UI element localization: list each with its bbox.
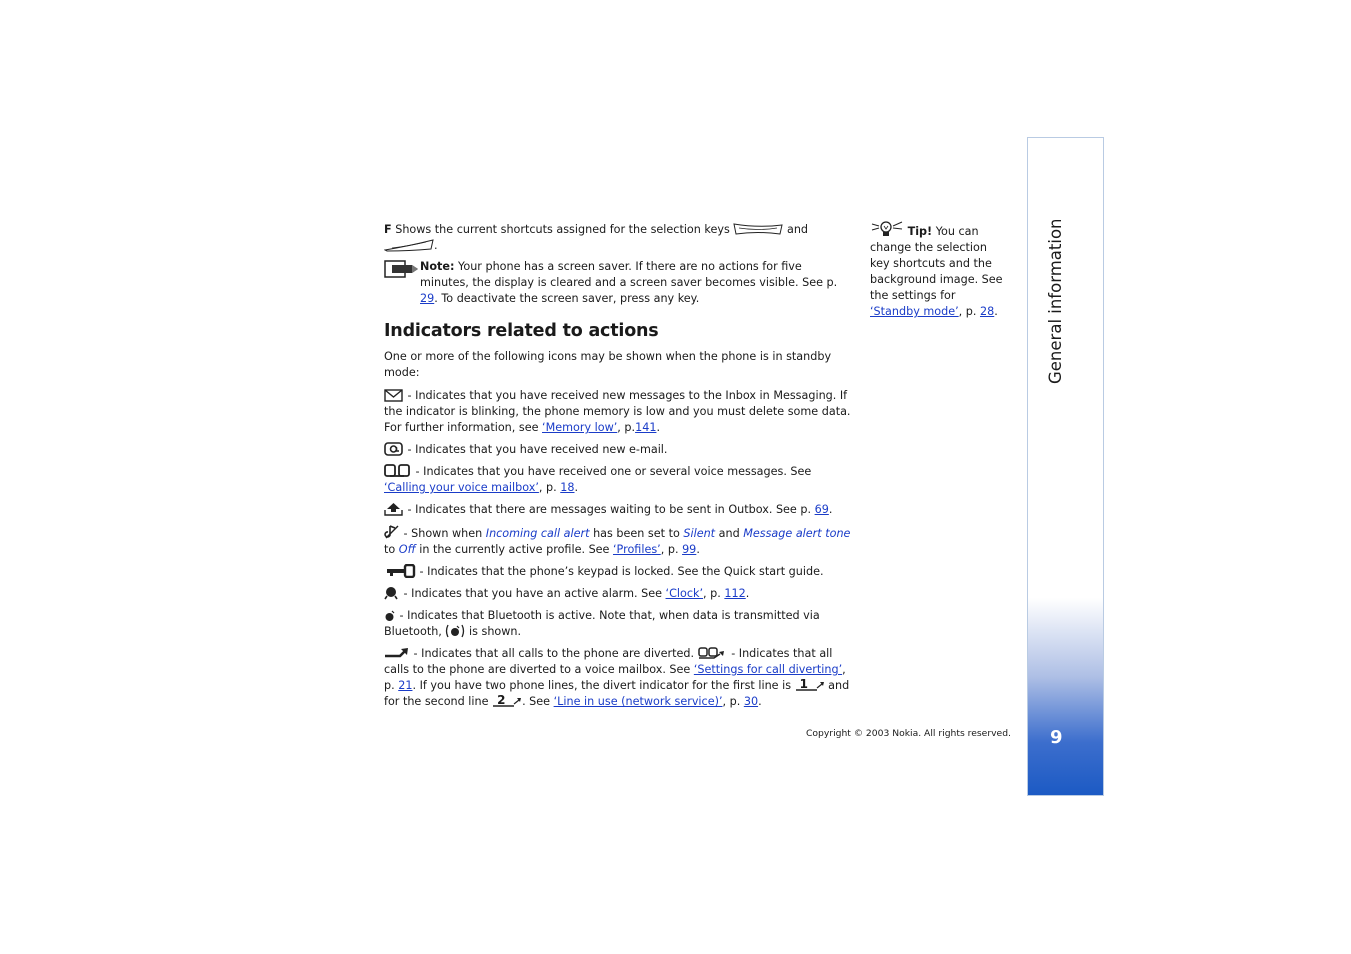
tip-label: Tip!	[907, 225, 933, 238]
right-selection-key-icon	[384, 238, 434, 252]
bluetooth-icon	[384, 610, 396, 622]
main-column	[384, 222, 852, 716]
line-1-divert-icon: 1	[795, 678, 825, 692]
note-block: Note: Your phone has a screen saver. If there are no actions for five minutes, the display is cleared and a screen saver becomes visible. See p. 29. To deactivate the screen saver, press any key.	[384, 259, 852, 307]
section-tab-title: General information	[1046, 218, 1065, 384]
indicator-email: - Indicates that you have received new e-mail.	[384, 442, 852, 458]
indicator-voice: - Indicates that you have received one or several voice messages. See ‘Calling your voice mailbox’, p. 18.	[384, 465, 812, 494]
copyright-footer: Copyright © 2003 Nokia. All rights reserved.	[806, 728, 1011, 739]
incoming-call-alert-label: Incoming call alert	[485, 527, 590, 540]
outbox-page-link[interactable]: 69	[814, 503, 829, 516]
bluetooth-transfer-icon	[445, 624, 465, 638]
note-label: Note:	[420, 260, 455, 273]
clock-page-link[interactable]: 112	[724, 587, 746, 600]
divert-arrow-icon	[384, 646, 410, 660]
message-alert-tone-label: Message alert tone	[743, 527, 851, 540]
profiles-page-link[interactable]: 99	[682, 543, 697, 556]
section-heading: Indicators related to actions	[384, 321, 659, 341]
indicator-alarm: - Indicates that you have an active alarm. See ‘Clock’, p. 112.	[384, 586, 852, 602]
profiles-link[interactable]: ‘Profiles’	[613, 543, 661, 556]
indicator-outbox: - Indicates that there are messages waiting to be sent in Outbox. See p. 69.	[384, 502, 852, 518]
voice-mailbox-page-link[interactable]: 18	[560, 481, 575, 494]
email-at-icon	[384, 442, 404, 456]
memory-low-link[interactable]: ‘Memory low’	[542, 421, 618, 434]
note-pencil-icon	[384, 259, 418, 279]
memory-low-page-link[interactable]: 141	[635, 421, 657, 434]
lightbulb-tip-icon	[870, 220, 904, 238]
voicemail-icon	[384, 464, 412, 478]
divert-voicemail-icon	[698, 646, 728, 660]
outbox-upload-icon	[384, 502, 404, 516]
shortcut-letter: F	[384, 223, 392, 236]
line-2-divert-icon: 2	[492, 694, 522, 708]
indicator-keypad: - Indicates that the phone’s keypad is locked. See the Quick start guide.	[384, 564, 852, 580]
standby-mode-link[interactable]: ‘Standby mode’	[870, 305, 959, 318]
left-selection-key-icon	[733, 222, 783, 236]
clock-link[interactable]: ‘Clock’	[665, 587, 704, 600]
line-in-use-link[interactable]: ‘Line in use (network service)’	[553, 695, 723, 708]
line-in-use-page-link[interactable]: 30	[743, 695, 759, 708]
section-tab	[1027, 137, 1104, 796]
call-diverting-page-link[interactable]: 21	[398, 679, 413, 692]
envelope-icon	[384, 389, 404, 402]
indicator-message: - Indicates that you have received new messages to the Inbox in Messaging. If the indicator is blinking, the phone memory is low and you must delete some data. For further information, see ‘Memory low’, p.141.	[384, 389, 851, 434]
call-diverting-link[interactable]: ‘Settings for call diverting’	[693, 663, 843, 676]
shortcut-paragraph: F Shows the current shortcuts assigned for the selection keys and .	[384, 223, 809, 252]
key-lock-icon	[384, 564, 416, 578]
alarm-clock-icon	[384, 586, 400, 600]
standby-mode-page-link[interactable]: 28	[979, 305, 995, 318]
off-label: Off	[398, 543, 416, 556]
note-page-link[interactable]: 29	[420, 292, 435, 305]
tip-block: Tip! You can change the selection key shortcuts and the background image. See the settings for ‘Standby mode’, p. 28.	[870, 220, 1008, 320]
voice-mailbox-link[interactable]: ‘Calling your voice mailbox’	[384, 481, 539, 494]
intro-paragraph: One or more of the following icons may be shown when the phone is in standby mode:	[384, 350, 832, 379]
silent-bell-icon	[384, 524, 400, 540]
indicator-silent: - Shown when Incoming call alert has been set to Silent and Message alert tone to Off in the currently active profile. See ‘Profiles’, p. 99.	[384, 524, 852, 558]
page-number: 9	[1050, 727, 1063, 748]
indicator-divert: - Indicates that all calls to the phone are diverted. - Indicates that all calls to the phone are diverted to a voice mailbox. See ‘Settings for call diverting’, p. 21. If you have two phone lines, the divert indicator for the first line is 1 and for the second line 2 . See ‘Line in use (network service)’, p. 30.	[384, 647, 850, 708]
indicator-bluetooth: - Indicates that Bluetooth is active. Note that, when data is transmitted via Bluetooth, is shown.	[384, 609, 820, 638]
silent-label: Silent	[683, 527, 716, 540]
